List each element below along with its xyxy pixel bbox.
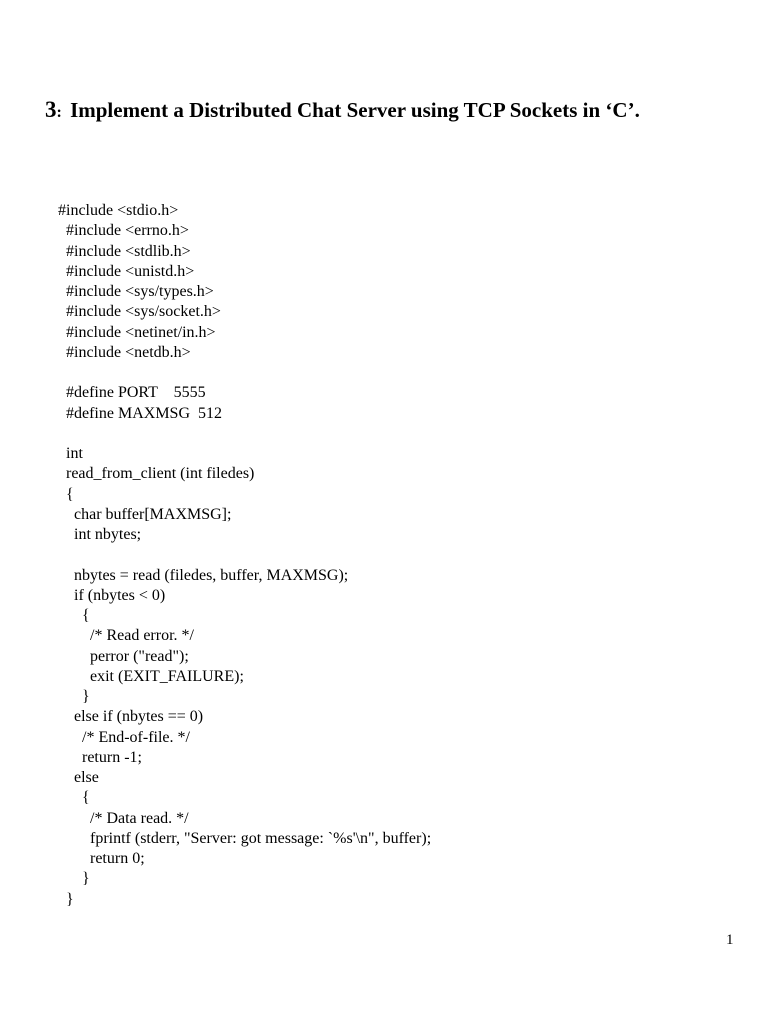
code-line: #include <netinet/in.h>	[58, 323, 216, 341]
code-line: perror ("read");	[58, 647, 189, 665]
code-line: }	[58, 870, 90, 888]
section-heading	[45, 96, 640, 127]
code-line: exit (EXIT_FAILURE);	[58, 667, 244, 685]
code-line: return -1;	[58, 748, 142, 766]
code-line: else	[58, 769, 99, 786]
code-line: }	[58, 688, 90, 705]
code-listing	[58, 201, 431, 910]
code-line: /* Data read. */	[58, 809, 189, 827]
code-line: int	[58, 445, 83, 462]
code-line: if (nbytes < 0)	[58, 586, 166, 604]
heading-text: Implement a Distributed Chat Server using TCP Sockets in ‘C’.	[64, 98, 640, 122]
code-line: else if (nbytes == 0)	[58, 708, 204, 726]
code-line: /* End-of-file. */	[58, 728, 190, 746]
heading-separator: :	[56, 104, 62, 121]
code-line: read_from_client (int filedes)	[58, 465, 255, 483]
code-line: #include <stdlib.h>	[58, 242, 191, 260]
code-line: #include <errno.h>	[58, 222, 189, 240]
code-line: }	[58, 890, 74, 908]
code-line: #include <unistd.h>	[58, 262, 195, 280]
code-line: #define PORT 5555	[58, 384, 206, 402]
code-line	[58, 545, 431, 565]
code-line: {	[58, 789, 90, 807]
code-line: /* Read error. */	[58, 627, 194, 645]
code-line: #include <sys/socket.h>	[58, 303, 221, 321]
code-line: fprintf (stderr, "Server: got message: `%s'\n", buffer);	[58, 829, 432, 847]
code-line: #define MAXMSG 512	[58, 404, 222, 422]
code-line: return 0;	[58, 850, 145, 867]
heading-number: 3	[45, 97, 57, 122]
code-line: #include <netdb.h>	[58, 343, 191, 361]
code-line	[58, 363, 431, 383]
code-line: int nbytes;	[58, 526, 142, 543]
code-line: #include <sys/types.h>	[58, 283, 214, 300]
code-line: nbytes = read (filedes, buffer, MAXMSG);	[58, 566, 349, 584]
code-line: {	[58, 607, 90, 624]
page-number: 1	[726, 932, 734, 948]
code-line: char buffer[MAXMSG];	[58, 505, 232, 523]
code-line: {	[58, 485, 74, 503]
code-line	[58, 424, 431, 444]
code-line: #include <stdio.h>	[58, 202, 179, 219]
